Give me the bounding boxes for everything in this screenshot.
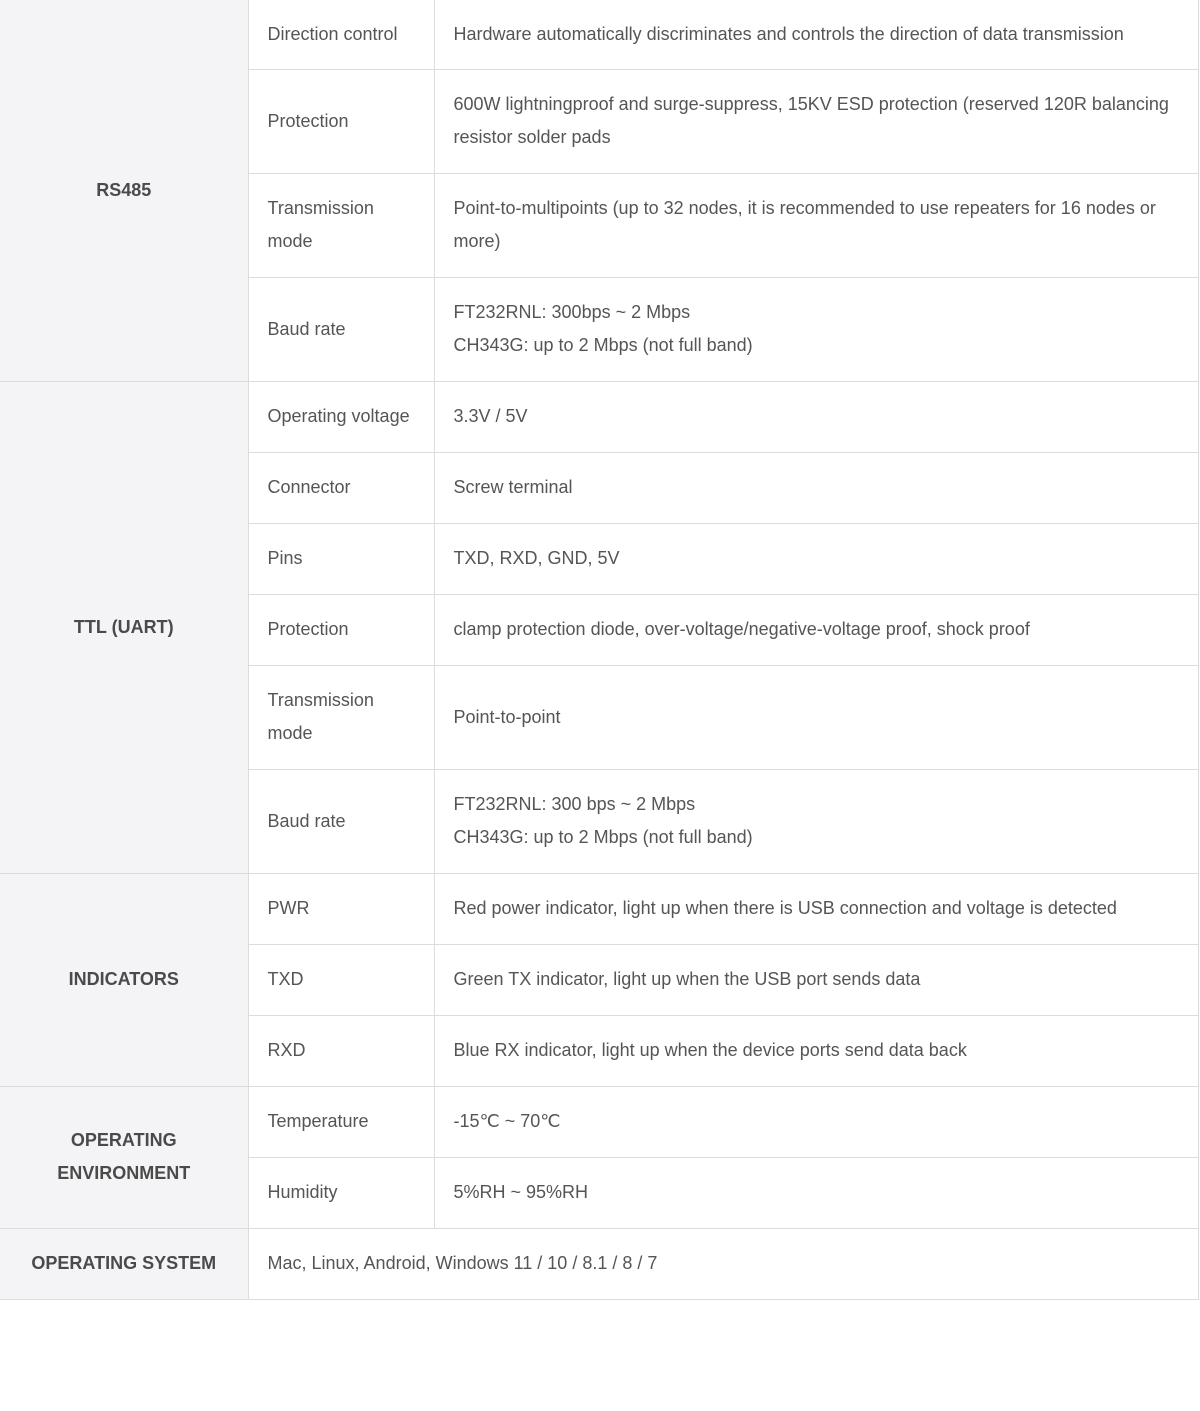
spec-value: Point-to-multipoints (up to 32 nodes, it is recommended to use repeaters for 16 nodes or more)	[434, 173, 1198, 277]
table-row	[0, 0, 1198, 69]
spec-name: TXD	[248, 944, 434, 1015]
spec-value: TXD, RXD, GND, 5V	[434, 523, 1198, 594]
spec-name: Pins	[248, 523, 434, 594]
group-label-operating-system: OPERATING SYSTEM	[0, 1228, 248, 1299]
spec-name: Connector	[248, 452, 434, 523]
group-label-ttl: TTL (UART)	[0, 381, 248, 873]
table-row	[0, 873, 1198, 944]
spec-value: Hardware automatically discriminates and controls the direction of data transmission	[434, 0, 1198, 69]
spec-name: Transmission mode	[248, 173, 434, 277]
spec-value: FT232RNL: 300 bps ~ 2 Mbps CH343G: up to 2 Mbps (not full band)	[434, 769, 1198, 873]
spec-value: Screw terminal	[434, 452, 1198, 523]
spec-name: Transmission mode	[248, 665, 434, 769]
spec-name: Baud rate	[248, 277, 434, 381]
table-row	[0, 1228, 1198, 1299]
spec-value: Green TX indicator, light up when the USB port sends data	[434, 944, 1198, 1015]
group-label-operating-environment: OPERATING ENVIRONMENT	[0, 1086, 248, 1228]
group-label-rs485: RS485	[0, 0, 248, 381]
spec-name: Direction control	[248, 0, 434, 69]
spec-value: Blue RX indicator, light up when the device ports send data back	[434, 1015, 1198, 1086]
spec-value: clamp protection diode, over-voltage/negative-voltage proof, shock proof	[434, 594, 1198, 665]
spec-name: Operating voltage	[248, 381, 434, 452]
spec-name: Protection	[248, 69, 434, 173]
spec-name: PWR	[248, 873, 434, 944]
group-label-indicators: INDICATORS	[0, 873, 248, 1086]
spec-value: 600W lightningproof and surge-suppress, 15KV ESD protection (reserved 120R balancing resistor solder pads	[434, 69, 1198, 173]
spec-value: -15℃ ~ 70℃	[434, 1086, 1198, 1157]
table-row	[0, 1086, 1198, 1157]
spec-value: Mac, Linux, Android, Windows 11 / 10 / 8.1 / 8 / 7	[248, 1228, 1198, 1299]
spec-name: Protection	[248, 594, 434, 665]
spec-name: Humidity	[248, 1157, 434, 1228]
spec-name: Temperature	[248, 1086, 434, 1157]
spec-value: 3.3V / 5V	[434, 381, 1198, 452]
table-row	[0, 381, 1198, 452]
spec-name: Baud rate	[248, 769, 434, 873]
spec-value: FT232RNL: 300bps ~ 2 Mbps CH343G: up to 2 Mbps (not full band)	[434, 277, 1198, 381]
spec-value: 5%RH ~ 95%RH	[434, 1157, 1198, 1228]
spec-value: Point-to-point	[434, 665, 1198, 769]
spec-value: Red power indicator, light up when there is USB connection and voltage is detected	[434, 873, 1198, 944]
spec-name: RXD	[248, 1015, 434, 1086]
